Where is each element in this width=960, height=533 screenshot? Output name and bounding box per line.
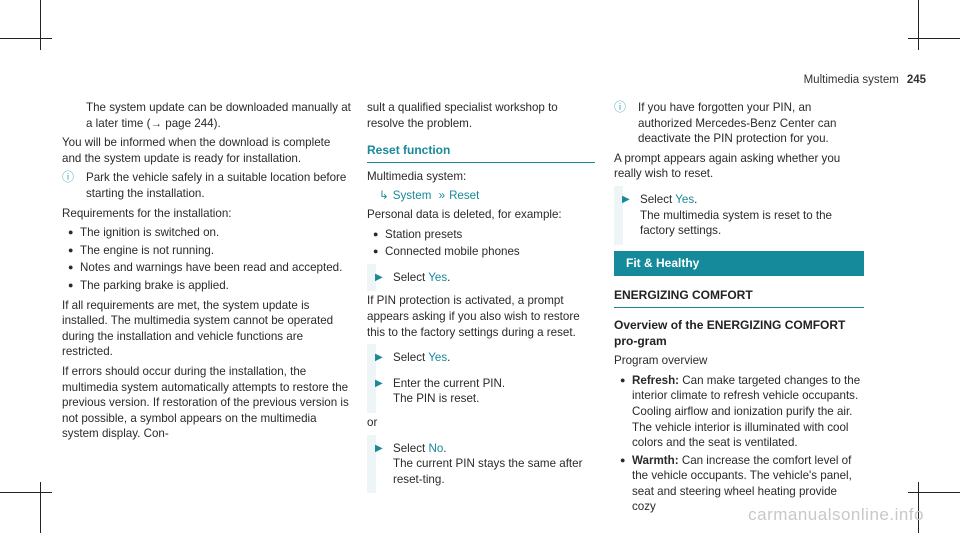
list-item: ● Station presets — [373, 227, 463, 241]
bullet-icon: ● — [68, 244, 74, 255]
bullet-icon: ● — [620, 374, 626, 385]
paragraph: If errors should occur during the installation, the multimedia system automatically attempts to restore the previous version. If restoration of the previous version is not possible, a symbol appears on the multimedia system display. Con- — [62, 364, 349, 441]
paragraph: Personal data is deleted, for example: — [367, 207, 562, 221]
option-label: Yes — [675, 192, 695, 206]
option-label: Yes — [428, 270, 448, 284]
info-icon: ⓘ — [614, 100, 627, 114]
watermark: carmanualsonline.info — [748, 505, 924, 524]
menu-path — [367, 188, 595, 204]
list — [367, 227, 595, 260]
crop-mark — [40, 482, 41, 533]
program-list — [614, 373, 864, 515]
step-arrow-icon: ▶ — [375, 271, 383, 283]
crop-mark — [0, 38, 52, 39]
column-1 — [62, 100, 352, 446]
info-note — [614, 100, 864, 147]
list-item: ● The parking brake is applied. — [68, 278, 229, 292]
section-name: Multimedia system — [803, 74, 899, 86]
requirements-list — [62, 225, 352, 293]
paragraph: sult a qualified specialist workshop to resolve the problem. — [367, 101, 558, 130]
bullet-icon: ● — [620, 454, 626, 465]
double-chevron-icon: » — [438, 189, 446, 203]
return-arrow-icon: ↳ — [379, 189, 389, 203]
section-title: Reset function — [367, 143, 595, 163]
column-3 — [614, 100, 864, 519]
paragraph: Requirements for the installation: — [62, 206, 232, 220]
list-item: ● The engine is not running. — [68, 243, 215, 257]
list-item: ● Connected mobile phones — [373, 245, 520, 259]
page-header — [804, 74, 926, 86]
section-title: ENERGIZING COMFORT — [614, 288, 864, 308]
option-label: No — [428, 441, 444, 455]
instruction-step: ▶ Select Yes. — [367, 350, 595, 366]
info-text: If you have forgotten your PIN, an authorized Mercedes-Benz Center can deactivate the PIN protection for you. — [638, 101, 837, 146]
instruction-step: ▶ Select Yes. The multimedia system is reset to the factory settings. — [614, 192, 864, 239]
crop-mark — [908, 492, 960, 493]
category-bar: Fit & Healthy — [614, 251, 864, 277]
bullet-icon: ● — [373, 246, 379, 257]
paragraph: or — [367, 415, 378, 429]
crop-mark — [918, 0, 919, 50]
crop-mark — [908, 38, 960, 39]
instruction-step: ▶ Enter the current PIN. The PIN is reset. — [367, 376, 595, 407]
paragraph: The system update can be downloaded manually at a later time (→ page 244). — [86, 101, 351, 130]
page-number: 245 — [906, 74, 926, 86]
paragraph: Multimedia system: — [367, 169, 467, 183]
option-label: Yes — [428, 351, 448, 365]
path-item: System — [392, 189, 432, 203]
bullet-icon: ● — [68, 227, 74, 238]
paragraph: You will be informed when the download is complete and the system update is ready for installation. — [62, 136, 331, 165]
paragraph: If all requirements are met, the system update is installed. The multimedia system cannot be operated during the installation and vehicle functions are restricted. — [62, 298, 334, 359]
bullet-icon: ● — [68, 279, 74, 290]
step-arrow-icon: ▶ — [375, 377, 383, 389]
step-arrow-icon: ▶ — [375, 352, 383, 364]
step-arrow-icon: ▶ — [375, 442, 383, 454]
paragraph: Program overview — [614, 354, 708, 368]
list-item: ● Notes and warnings have been read and accepted. — [68, 261, 343, 275]
crop-mark — [0, 492, 52, 493]
paragraph: If PIN protection is activated, a prompt appears asking if you also wish to restore this to the factory settings during a reset. — [367, 294, 580, 339]
instruction-step: ▶ Select Yes. — [367, 270, 595, 286]
paragraph: A prompt appears again asking whether you really wish to reset. — [614, 151, 841, 181]
subsection-title: Overview of the ENERGIZING COMFORT pro-gram — [614, 317, 846, 348]
column-2 — [367, 100, 595, 495]
list-item: ● The ignition is switched on. — [68, 226, 220, 240]
info-note — [62, 170, 352, 201]
list-item: ● Warmth: Can increase the comfort level of the vehicle occupants. The vehicle's panel, seat and steering wheel heating provide cozy — [620, 453, 852, 514]
step-arrow-icon: ▶ — [622, 193, 630, 205]
list-item: ● Refresh: Can make targeted changes to the interior climate to refresh vehicle occupants. Cooling airflow and ionization purify the air. The vehicle interior is illuminated with cool colors and the seat is ventilated. — [620, 373, 861, 450]
path-item: Reset — [449, 189, 480, 203]
instruction-step: ▶ Select No. The current PIN stays the same after reset-ting. — [367, 441, 595, 488]
info-icon: ⓘ — [62, 170, 75, 185]
crop-mark — [40, 0, 41, 50]
info-text: Park the vehicle safely in a suitable location before starting the installation. — [86, 171, 347, 200]
bullet-icon: ● — [68, 262, 74, 273]
bullet-icon: ● — [373, 228, 379, 239]
